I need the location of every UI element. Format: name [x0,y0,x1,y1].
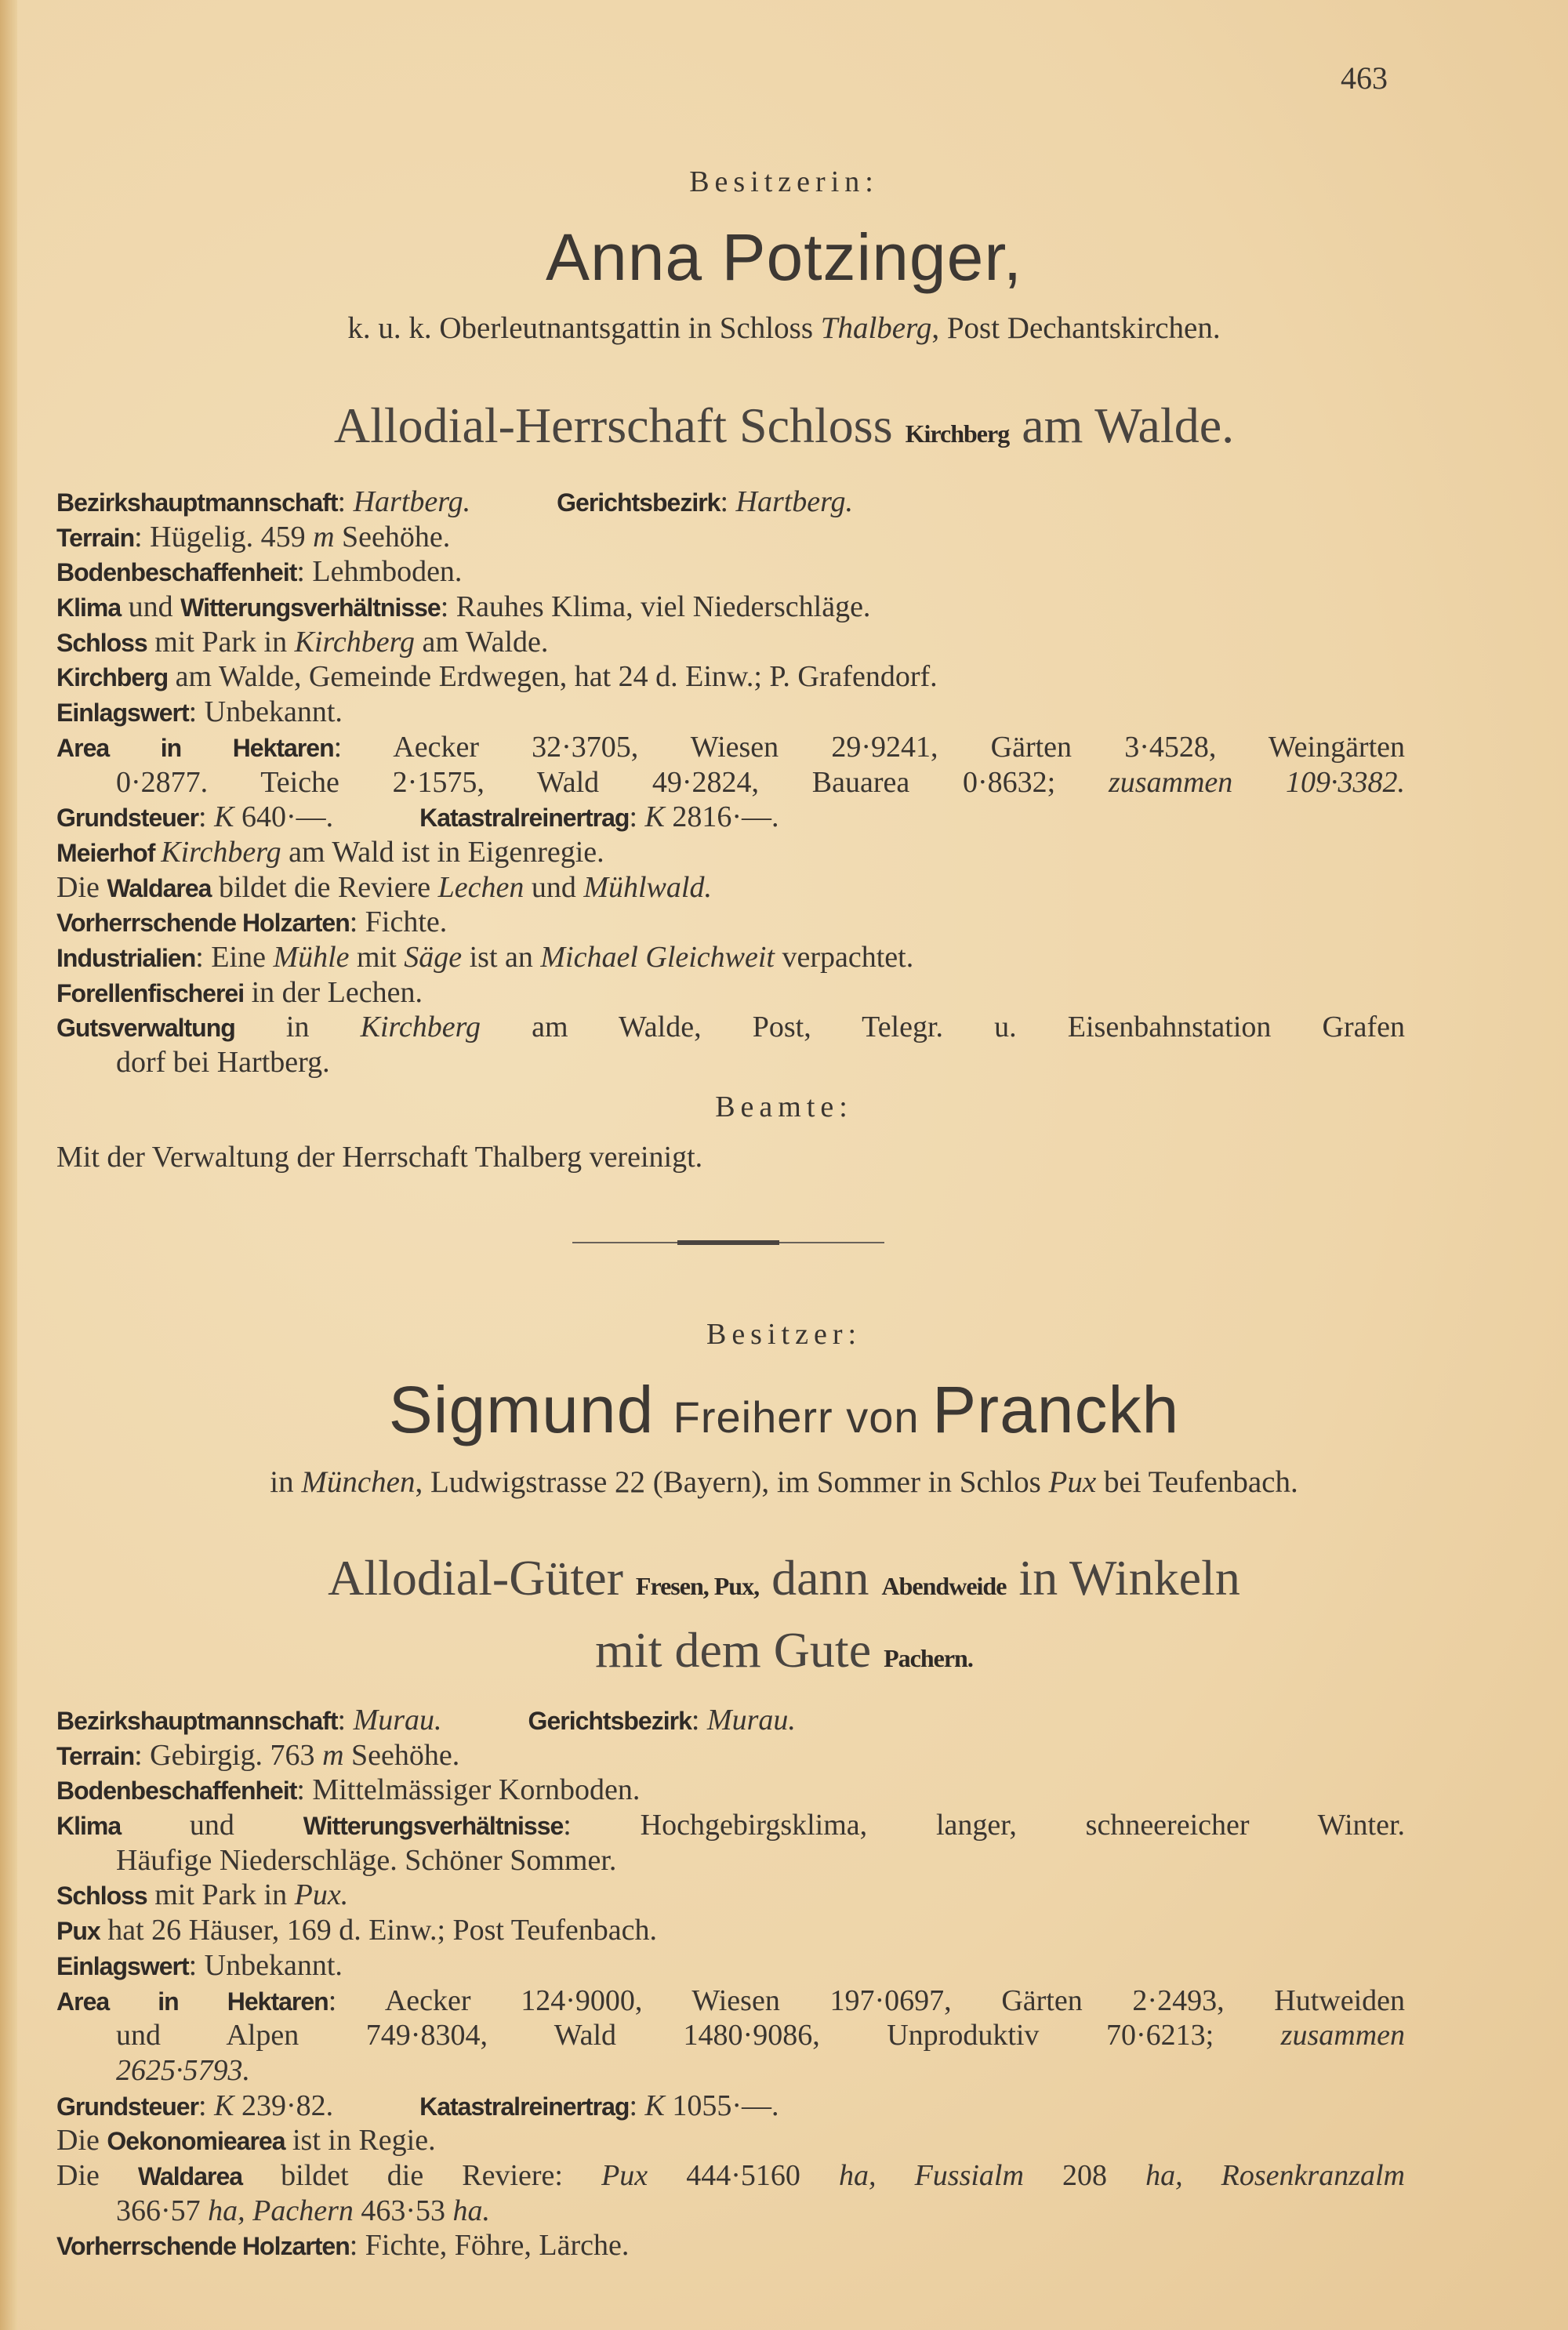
italic-text: Säge [404,940,463,974]
field-label: Bezirkshauptmannschaft [56,1707,338,1735]
owner-label-1: Besitzerin: [689,165,879,198]
field-label: Waldarea [137,2161,243,2190]
field-label: Waldarea [107,873,212,902]
field-label: Abendweide [881,1572,1007,1600]
text-line [56,1878,1405,1913]
field-label: Terrain [56,523,135,552]
text-segment: : Gebirgig. 763 [134,1738,323,1772]
italic-text: Murau. [353,1704,442,1737]
text-segment: mit [349,940,405,974]
field-label: Bodenbeschaffenheit [56,558,297,587]
text-segment: bildet die Reviere [211,870,438,904]
text-segment: Die [56,2124,107,2158]
text-segment: 640·—. [234,800,334,834]
italic-text: Michael Gleichweit [540,940,775,974]
text-segment: in der Lechen. [244,975,423,1009]
text-segment: : Lehmboden. [296,555,463,589]
italic-text: Hartberg. [353,485,471,518]
italic-text: K [644,2089,665,2122]
officials-text: Mit der Verwaltung der Herrschaft Thalberg vereinigt. [56,1141,703,1174]
text-segment: und [121,1809,303,1842]
italic-text: Pux [1048,1465,1097,1499]
text-line [56,800,1405,835]
field-label: Gerichtsbezirk [528,1707,691,1735]
text-segment: Die [56,2158,138,2192]
field-label: Einlagswert [56,1951,189,1980]
text-segment: in Winkeln [1006,1550,1240,1606]
text-segment: : Unbekannt. [188,695,343,729]
italic-text: ha, Rosenkranzalm [1145,2158,1405,2192]
text-segment: 208 [1023,2158,1146,2192]
field-label: Witterungsverhältnisse [180,593,441,622]
text-segment: : [629,800,645,834]
text-segment: 0·2877. Teiche 2·1575, Wald 49·2824, Bauarea 0·8632; [116,765,1109,799]
field-label: Einlagswert [56,699,189,728]
text-line [56,765,1405,800]
text-segment: ist an [462,940,541,974]
field-label: Area in Hektaren [56,733,334,762]
text-segment: ist in Regie. [285,2124,436,2158]
italic-text: Mühle [273,940,350,974]
text-segment: 2816·—. [664,800,779,834]
text-line [56,554,1405,590]
text-segment: 444·5160 [648,2158,839,2192]
field-label: Vorherrschende Holzarten [56,2232,350,2261]
text-line [56,2018,1405,2053]
italic-text: ha, Fussialm [838,2158,1024,2192]
text-segment: Häufige Niederschläge. Schöner Sommer. [116,1843,617,1877]
text-segment: in [234,1011,361,1044]
text-segment: Seehöhe. [343,1738,460,1772]
page-edge [0,0,17,2330]
italic-text: ha, Pachern [208,2194,354,2227]
italic-text: 2625·5793. [116,2053,250,2087]
text-line [56,695,1405,730]
text-segment: Sigmund [388,1373,673,1446]
field-label: Forellenfischerei [56,978,245,1007]
italic-text: ha. [452,2194,491,2227]
italic-text: Kirchberg [294,625,416,659]
field-label: Grundsteuer [56,2092,199,2121]
estate-title-1 [0,397,1568,455]
text-line [56,1773,1405,1808]
estate-title-2 [0,1546,1568,1690]
text-segment: verpachtet. [775,940,914,974]
text-segment: Seehöhe. [334,520,451,553]
page-number: 463 [1341,60,1388,96]
text-segment: am Walde, Post, Telegr. u. Eisenbahnstation Grafen [481,1011,1405,1044]
italic-text: K [214,2089,234,2122]
text-segment: : Rauhes Klima, viel Niederschläge. [440,590,871,624]
italic-text: Pux [601,2158,648,2192]
text-segment: : [337,485,354,518]
text-segment: dorf bei Hartberg. [116,1046,330,1079]
text-line [56,835,1405,870]
text-segment: : [337,1704,354,1737]
field-label: Meierhof [56,838,162,867]
title-line [0,1546,1568,1618]
italic-text: Murau. [706,1704,796,1737]
text-line [56,975,1405,1011]
field-label: Fresen, Pux, [635,1572,760,1600]
text-segment: : Aecker 32·3705, Wiesen 29·9241, Gärten 3·4528, Weingärten [333,730,1406,764]
italic-text: Thalberg [820,311,932,345]
text-segment: , Post Dechantskirchen. [931,311,1221,345]
text-line [56,659,1405,695]
text-line [56,1843,1405,1878]
text-segment: 463·53 [353,2194,453,2227]
text-line [56,1808,1405,1843]
field-label: Vorherrschende Holzarten [56,909,350,938]
text-segment: Pranckh [932,1373,1180,1446]
text-segment: am Walde, Gemeinde Erdwegen, hat 24 d. Einw.; P. Grafendorf. [168,660,938,694]
field-label: Bodenbeschaffenheit [56,1777,297,1806]
italic-text: Hartberg. [735,485,854,518]
italic-text: Lechen [437,870,524,904]
text-line [56,1703,1405,1738]
text-segment: : Aecker 124·9000, Wiesen 197·0697, Gärten 2·2493, Hutweiden [328,1983,1405,2017]
text-line [56,1045,1405,1080]
text-line [56,520,1405,555]
field-label: Terrain [56,1741,135,1770]
italic-text: Mühlwald. [583,870,712,904]
text-segment: bei Teufenbach. [1096,1465,1298,1499]
text-segment: : Hügelig. 459 [134,520,314,553]
field-label: Schloss [56,628,147,657]
field-label: Klima [56,593,122,622]
italic-text: zusammen [1280,2019,1405,2052]
italic-text: Kirchberg [161,835,281,869]
text-segment: , Ludwigstrasse 22 (Bayern), im Sommer in Schlos [415,1465,1049,1499]
text-segment: k. u. k. Oberleutnantsgattin in Schloss [347,311,821,345]
italic-text: Pux. [294,1878,349,1912]
text-segment: Freiherr von [673,1392,933,1442]
field-label: Katastralreinertrag [419,2092,630,2121]
text-line [56,1948,1405,1983]
text-line [56,1010,1405,1045]
text-segment: und [524,870,584,904]
text-segment: : Hochgebirgsklima, langer, schneereicher Winter. [563,1809,1405,1842]
title-line [0,397,1568,455]
italic-text: K [214,800,234,834]
text-segment: : Eine [195,940,274,974]
text-segment: Die [56,870,107,904]
text-line [56,2228,1405,2263]
italic-text: K [644,800,665,834]
field-label: Pux [56,1917,100,1946]
text-line [56,1983,1405,2019]
text-segment: 239·82. [234,2089,334,2122]
text-line [56,2053,1405,2089]
owner-name-1: Anna Potzinger, [545,220,1023,294]
text-segment: : Mittelmässiger Kornboden. [296,1773,641,1807]
text-line [56,1913,1405,1948]
text-line [56,625,1405,660]
field-label: Industrialien [56,943,196,972]
owner-details-2 [0,1464,1568,1500]
text-segment: : Unbekannt. [188,1948,343,1982]
text-segment: mit Park in [147,1878,295,1912]
text-segment: am Walde. [1009,397,1235,453]
text-line [56,870,1405,906]
italic-text: zusammen 109·3382. [1108,765,1406,799]
text-line [56,905,1405,940]
text-segment: mit Park in [147,625,295,659]
text-segment: : [198,800,215,834]
field-label: Area in Hektaren [56,1987,328,2016]
text-segment: am Walde. [415,625,549,659]
text-line [56,2194,1405,2229]
field-label: Katastralreinertrag [419,804,630,833]
text-segment: : [720,485,736,518]
italic-text: m [313,520,335,553]
text-segment: : [691,1704,707,1737]
field-label: Oekonomiearea [107,2127,285,2156]
field-label: Gutsverwaltung [56,1014,235,1043]
section-divider [572,1242,884,1243]
field-label: Gerichtsbezirk [557,488,720,517]
estate-details-2 [56,1703,1405,2263]
field-label: Klima [56,1812,122,1841]
text-segment: hat 26 Häuser, 169 d. Einw.; Post Teufenbach. [100,1914,657,1947]
text-segment: in [270,1465,302,1499]
text-segment: 366·57 [116,2194,209,2227]
text-segment: Allodial-Güter [328,1550,636,1606]
owner-details-1 [0,310,1568,346]
text-segment: mit dem Gute [595,1622,884,1678]
text-line [56,2123,1405,2158]
estate-details-1 [56,485,1405,1080]
text-line [56,2158,1405,2194]
italic-text: m [322,1738,344,1772]
field-label: Witterungsverhältnisse [303,1812,564,1841]
field-label: Pachern. [884,1644,973,1672]
title-line [0,1618,1568,1690]
field-label: Bezirkshauptmannschaft [56,488,338,517]
field-label: Kirchberg [56,663,169,692]
text-segment: : Fichte. [349,906,448,939]
text-line [56,2089,1405,2124]
text-segment: und Alpen 749·8304, Wald 1480·9086, Unproduktiv 70·6213; [116,2019,1281,2052]
text-segment: : [198,2089,215,2122]
text-line [56,485,1405,520]
italic-text: Kirchberg [360,1011,481,1044]
field-label: Schloss [56,1882,147,1911]
text-line [56,1738,1405,1773]
owner-name-2 [0,1372,1568,1448]
officials-label: Beamte: [715,1091,853,1123]
text-segment: und [121,590,181,624]
text-segment: am Wald ist in Eigenregie. [281,835,604,869]
owner-label-2: Besitzer: [706,1318,862,1351]
text-segment: : [629,2089,645,2122]
text-segment: bildet die Reviere: [242,2158,602,2192]
text-line [56,940,1405,975]
text-segment: dann [759,1550,882,1606]
italic-text: München [301,1465,416,1499]
text-segment: Allodial-Herrschaft Schloss [333,397,906,453]
text-line [56,590,1405,625]
field-label: Grundsteuer [56,804,199,833]
text-segment: 1055·—. [664,2089,779,2122]
text-line [56,730,1405,765]
field-label: Kirchberg [905,419,1010,448]
text-segment: : Fichte, Föhre, Lärche. [349,2229,630,2263]
